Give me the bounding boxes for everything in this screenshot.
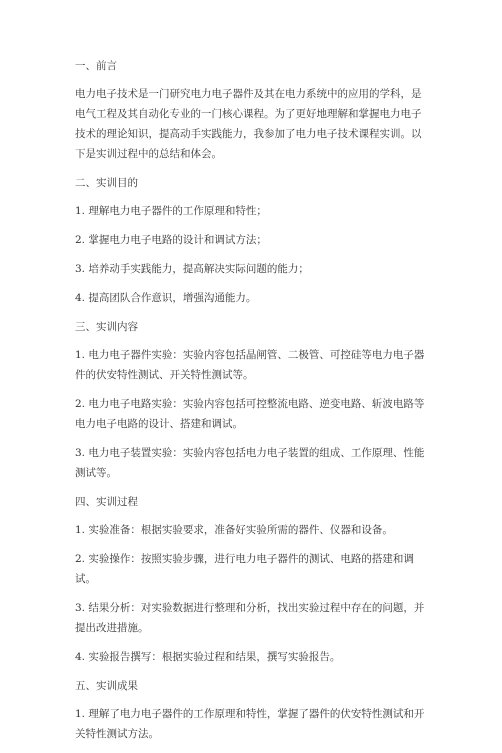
list-item: 2. 掌握电力电子电路的设计和调试方法； [75,234,267,246]
section-heading: 一、前言 [75,60,117,72]
list-item: 2. 电力电子电路实验：实验内容包括可控整流电路、逆变电路、斩波电路等电力电子电路的设计、搭建和调试。 [75,398,425,430]
list-item: 3. 培养动手实践能力，提高解决实际问题的能力； [75,263,309,275]
section-preface [75,56,431,164]
list-item: 3. 电力电子装置实验：实验内容包括电力电子装置的组成、工作原理、性能测试等。 [75,447,425,479]
list-item: 1. 电力电子器件实验：实验内容包括晶闸管、二极管、可控硅等电力电子器件的伏安特性测试、开关特性测试等。 [75,349,425,381]
section-results [75,676,431,744]
list-item: 1. 理解电力电子器件的工作原理和特性； [75,205,267,217]
list-item: 1. 实验准备：根据实验要求，准备好实验所需的器件、仪器和设备。 [75,524,393,536]
section-objectives [75,173,431,308]
list-item: 4. 提高团队合作意识，增强沟通能力。 [75,292,257,304]
paragraph: 电力电子技术是一门研究电力电子器件及其在电力系统中的应用的学科，是电气工程及其自动化专业的一门核心课程。为了更好地理解和掌握电力电子技术的理论知识，提高动手实践能力，我参加了电力电子技术课程实训。以下是实训过程中的总结和体会。 [75,88,422,160]
section-content [75,317,431,483]
list-item: 2. 实验操作：按照实验步骤，进行电力电子器件的测试、电路的搭建和调试。 [75,553,414,585]
section-process [75,492,431,667]
list-item: 1. 理解了电力电子器件的工作原理和特性，掌握了器件的伏安特性测试和开关特性测试方法。 [75,708,425,740]
list-item: 4. 实验报告撰写：根据实验过程和结果，撰写实验报告。 [75,651,341,663]
list-item: 3. 结果分析：对实验数据进行整理和分析，找出实验过程中存在的问题，并提出改进措施。 [75,602,425,634]
document-body [75,56,431,753]
section-heading: 四、实训过程 [75,496,138,508]
section-heading: 五、实训成果 [75,680,138,692]
section-heading: 三、实训内容 [75,321,138,333]
section-heading: 二、实训目的 [75,177,138,189]
